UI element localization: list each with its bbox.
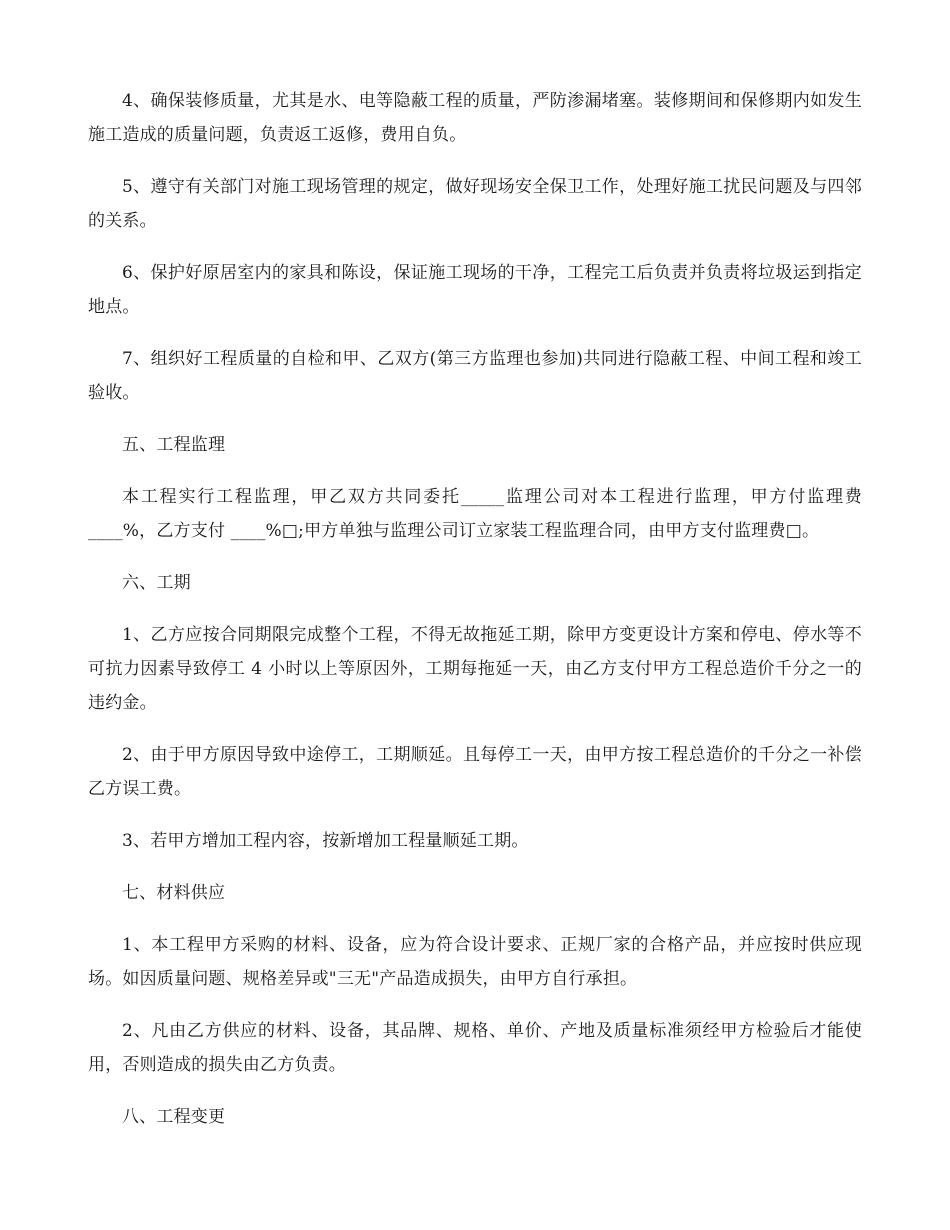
clause-4-6-paragraph: 6、保护好原居室内的家具和陈设，保证施工现场的干净，工程完工后负责并负责将垃圾运到指定地点。: [88, 263, 862, 317]
section-6-heading: 六、工期: [122, 573, 191, 593]
clause-5-1-paragraph: 本工程实行工程监理，甲乙双方共同委托_____监理公司对本工程进行监理，甲方付监理费____%，乙方支付 ____%□;甲方单独与监理公司订立家装工程监理合同，由甲方支付监理费□。: [88, 487, 862, 541]
clause-7-1-paragraph: 1、本工程甲方采购的材料、设备，应为符合设计要求、正规厂家的合格产品，并应按时供应现场。如因质量问题、规格差异或"三无"产品造成损失，由甲方自行承担。: [88, 935, 862, 989]
clause-4-7-paragraph: 7、组织好工程质量的自检和甲、乙双方(第三方监理也参加)共同进行隐蔽工程、中间工程和竣工验收。: [88, 349, 862, 403]
section-7-heading: 七、材料供应: [122, 883, 226, 903]
clause-6-3-paragraph: 3、若甲方增加工程内容，按新增加工程量顺延工期。: [122, 831, 529, 851]
clause-4-4-paragraph: 4、确保装修质量，尤其是水、电等隐蔽工程的质量，严防渗漏堵塞。装修期间和保修期内如发生施工造成的质量问题，负责返工返修，费用自负。: [88, 91, 862, 145]
section-8-heading: 八、工程变更: [122, 1107, 226, 1127]
clause-6-2-paragraph: 2、由于甲方原因导致中途停工，工期顺延。且每停工一天，由甲方按工程总造价的千分之一补偿乙方误工费。: [88, 745, 862, 799]
section-5-heading: 五、工程监理: [122, 435, 226, 455]
clause-4-5-paragraph: 5、遵守有关部门对施工现场管理的规定，做好现场安全保卫工作，处理好施工扰民问题及与四邻的关系。: [88, 177, 862, 231]
clause-7-2-paragraph: 2、凡由乙方供应的材料、设备，其品牌、规格、单价、产地及质量标准须经甲方检验后才能使用，否则造成的损失由乙方负责。: [88, 1021, 862, 1075]
clause-6-1-paragraph: 1、乙方应按合同期限完成整个工程，不得无故拖延工期，除甲方变更设计方案和停电、停水等不可抗力因素导致停工 4 小时以上等原因外，工期每拖延一天，由乙方支付甲方工程总造价千分之一的违约金。: [88, 625, 862, 713]
